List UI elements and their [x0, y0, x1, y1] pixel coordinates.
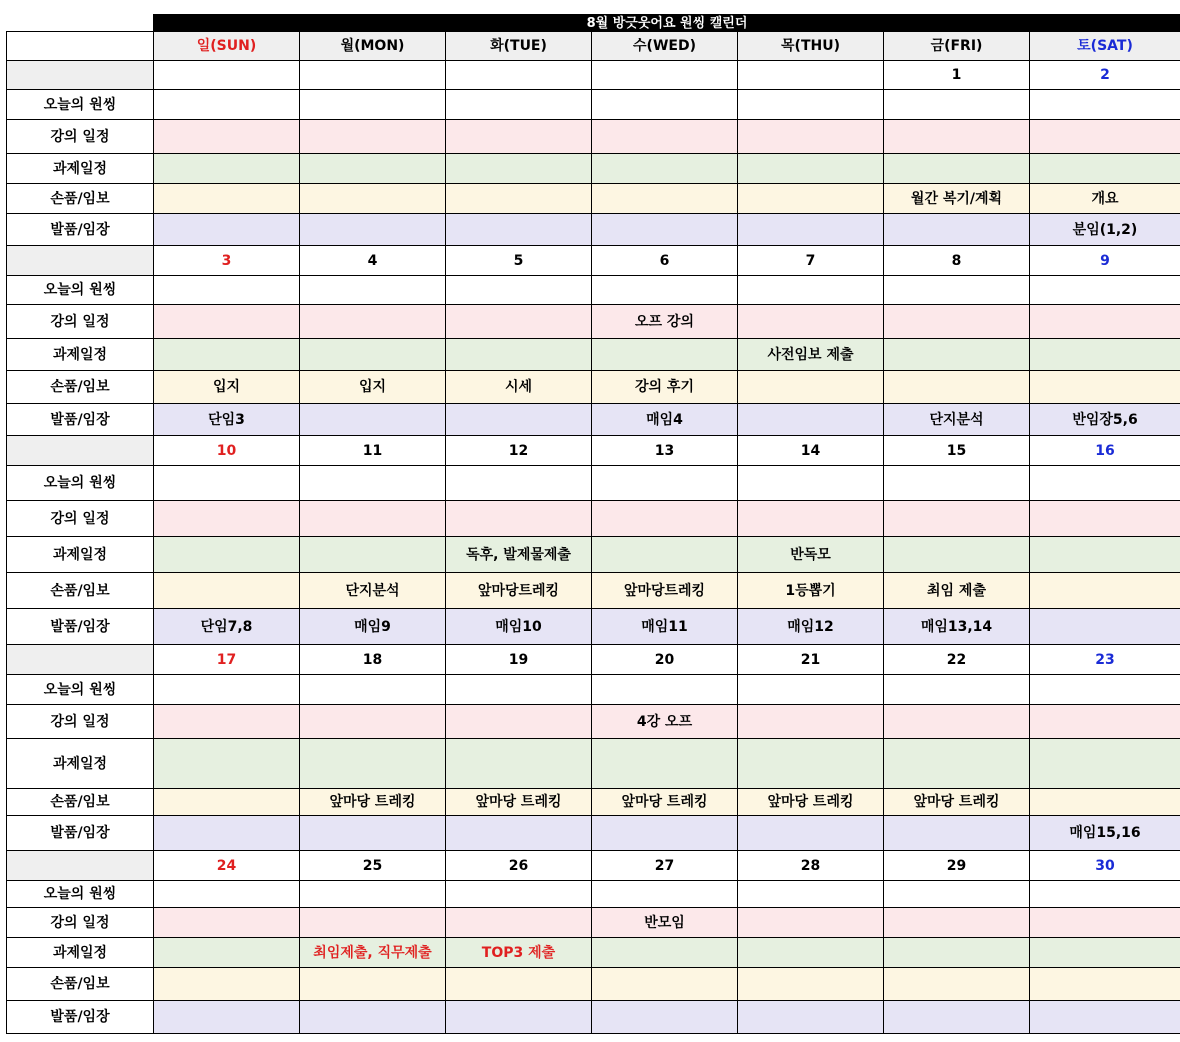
schedule-cell[interactable]: [154, 339, 300, 371]
schedule-cell[interactable]: 매임10: [446, 609, 592, 645]
schedule-cell[interactable]: [884, 739, 1030, 789]
schedule-cell[interactable]: [446, 739, 592, 789]
schedule-cell[interactable]: [1030, 501, 1180, 537]
schedule-cell[interactable]: [738, 705, 884, 739]
schedule-cell[interactable]: [154, 466, 300, 501]
schedule-cell[interactable]: 매임13,14: [884, 609, 1030, 645]
weekday-header: 금(FRI): [884, 32, 1030, 61]
schedule-cell[interactable]: [884, 705, 1030, 739]
weekday-header: 월(MON): [300, 32, 446, 61]
date-cell[interactable]: 15: [884, 436, 1030, 466]
schedule-cell[interactable]: [154, 816, 300, 851]
schedule-cell[interactable]: [738, 154, 884, 184]
row-label: 손품/임보: [7, 184, 154, 214]
schedule-cell[interactable]: 반독모: [738, 537, 884, 573]
schedule-cell[interactable]: [884, 466, 1030, 501]
category-row: [7, 90, 1180, 120]
schedule-cell[interactable]: [300, 908, 446, 938]
schedule-cell[interactable]: [884, 214, 1030, 246]
schedule-cell[interactable]: [738, 214, 884, 246]
category-row: [7, 675, 1180, 705]
schedule-cell[interactable]: [1030, 881, 1180, 908]
schedule-cell[interactable]: [154, 214, 300, 246]
date-cell[interactable]: 23: [1030, 645, 1180, 675]
schedule-cell[interactable]: [300, 675, 446, 705]
calendar-title: 8월 방긋웃어요 원씽 캘린더: [154, 15, 1180, 32]
schedule-cell[interactable]: 최임제출, 직무제출: [300, 938, 446, 968]
row-label: 발품/임장: [7, 816, 154, 851]
schedule-cell[interactable]: [592, 739, 738, 789]
schedule-cell[interactable]: [884, 881, 1030, 908]
weekday-header: 화(TUE): [446, 32, 592, 61]
schedule-cell[interactable]: [154, 938, 300, 968]
schedule-cell[interactable]: [446, 675, 592, 705]
schedule-cell[interactable]: [592, 184, 738, 214]
schedule-cell[interactable]: [154, 881, 300, 908]
row-label: 오늘의 원씽: [7, 675, 154, 705]
schedule-cell[interactable]: [1030, 120, 1180, 154]
category-row: [7, 938, 1180, 968]
schedule-cell[interactable]: [300, 276, 446, 305]
row-label: 과제일정: [7, 739, 154, 789]
schedule-cell[interactable]: [738, 816, 884, 851]
schedule-cell[interactable]: [1030, 938, 1180, 968]
schedule-cell[interactable]: 앞마당 트레킹: [884, 789, 1030, 816]
schedule-cell[interactable]: [1030, 466, 1180, 501]
date-cell[interactable]: 6: [592, 246, 738, 276]
schedule-cell[interactable]: [738, 120, 884, 154]
week-date-row: [7, 246, 1180, 276]
schedule-cell[interactable]: [300, 705, 446, 739]
schedule-cell[interactable]: [446, 120, 592, 154]
date-cell[interactable]: 2: [1030, 61, 1180, 90]
weekday-header-row: [7, 32, 1180, 61]
row-label: 오늘의 원씽: [7, 276, 154, 305]
row-label: 과제일정: [7, 938, 154, 968]
header-corner: [7, 32, 154, 61]
category-row: [7, 609, 1180, 645]
title-spacer: [7, 15, 154, 32]
schedule-cell[interactable]: [154, 537, 300, 573]
schedule-cell[interactable]: 4강 오프: [592, 705, 738, 739]
row-label: 강의 일정: [7, 305, 154, 339]
schedule-cell[interactable]: [738, 466, 884, 501]
schedule-cell[interactable]: [1030, 739, 1180, 789]
date-cell[interactable]: 10: [154, 436, 300, 466]
week-date-row: [7, 645, 1180, 675]
schedule-cell[interactable]: [884, 968, 1030, 1001]
schedule-cell[interactable]: 앞마당 트레킹: [300, 789, 446, 816]
schedule-cell[interactable]: [738, 501, 884, 537]
schedule-cell[interactable]: 매임9: [300, 609, 446, 645]
schedule-cell[interactable]: 오프 강의: [592, 305, 738, 339]
category-row: [7, 573, 1180, 609]
schedule-cell[interactable]: [884, 816, 1030, 851]
date-cell[interactable]: 25: [300, 851, 446, 881]
schedule-cell[interactable]: [300, 184, 446, 214]
schedule-cell[interactable]: [884, 339, 1030, 371]
schedule-cell[interactable]: [154, 276, 300, 305]
date-cell[interactable]: [154, 61, 300, 90]
schedule-cell[interactable]: 단임3: [154, 404, 300, 436]
row-label: 발품/임장: [7, 1001, 154, 1034]
schedule-cell[interactable]: [884, 938, 1030, 968]
schedule-cell[interactable]: [154, 573, 300, 609]
schedule-cell[interactable]: [300, 816, 446, 851]
date-cell[interactable]: 5: [446, 246, 592, 276]
row-label: 발품/임장: [7, 404, 154, 436]
date-cell[interactable]: 29: [884, 851, 1030, 881]
schedule-cell[interactable]: [1030, 968, 1180, 1001]
schedule-cell[interactable]: 앞마당트레킹: [592, 573, 738, 609]
schedule-cell[interactable]: [884, 537, 1030, 573]
schedule-cell[interactable]: [1030, 675, 1180, 705]
date-cell[interactable]: 19: [446, 645, 592, 675]
schedule-cell[interactable]: [592, 501, 738, 537]
schedule-cell[interactable]: 반모임: [592, 908, 738, 938]
date-cell[interactable]: [300, 61, 446, 90]
week-date-row: [7, 436, 1180, 466]
schedule-cell[interactable]: [154, 739, 300, 789]
schedule-cell[interactable]: 반임장5,6: [1030, 404, 1180, 436]
schedule-cell[interactable]: [1030, 371, 1180, 404]
schedule-cell[interactable]: [300, 501, 446, 537]
week-date-row: [7, 851, 1180, 881]
schedule-cell[interactable]: [884, 1001, 1030, 1034]
schedule-cell[interactable]: [446, 339, 592, 371]
schedule-cell[interactable]: [738, 305, 884, 339]
schedule-cell[interactable]: 분임(1,2): [1030, 214, 1180, 246]
date-cell[interactable]: [738, 61, 884, 90]
schedule-cell[interactable]: [300, 739, 446, 789]
date-row-label: [7, 246, 154, 276]
schedule-cell[interactable]: 사전임보 제출: [738, 339, 884, 371]
row-label: 손품/임보: [7, 371, 154, 404]
schedule-cell[interactable]: [1030, 537, 1180, 573]
category-row: [7, 305, 1180, 339]
schedule-cell[interactable]: 최임 제출: [884, 573, 1030, 609]
weekday-header: 수(WED): [592, 32, 738, 61]
row-label: 오늘의 원씽: [7, 881, 154, 908]
schedule-cell[interactable]: [446, 705, 592, 739]
date-row-label: [7, 61, 154, 90]
row-label: 과제일정: [7, 154, 154, 184]
schedule-cell[interactable]: 매임4: [592, 404, 738, 436]
category-row: [7, 371, 1180, 404]
schedule-cell[interactable]: [1030, 908, 1180, 938]
schedule-cell[interactable]: [300, 339, 446, 371]
schedule-cell[interactable]: 월간 복기/계획: [884, 184, 1030, 214]
date-cell[interactable]: 24: [154, 851, 300, 881]
schedule-cell[interactable]: [300, 968, 446, 1001]
schedule-cell[interactable]: [592, 276, 738, 305]
schedule-cell[interactable]: [154, 1001, 300, 1034]
date-cell[interactable]: 22: [884, 645, 1030, 675]
schedule-cell[interactable]: 매임11: [592, 609, 738, 645]
row-label: 오늘의 원씽: [7, 90, 154, 120]
schedule-cell[interactable]: [884, 120, 1030, 154]
row-label: 손품/임보: [7, 968, 154, 1001]
schedule-cell[interactable]: [592, 816, 738, 851]
schedule-cell[interactable]: [884, 371, 1030, 404]
date-cell[interactable]: 26: [446, 851, 592, 881]
category-row: [7, 789, 1180, 816]
schedule-cell[interactable]: [446, 214, 592, 246]
category-row: [7, 537, 1180, 573]
row-label: 강의 일정: [7, 501, 154, 537]
row-label: 오늘의 원씽: [7, 466, 154, 501]
date-cell[interactable]: 21: [738, 645, 884, 675]
date-cell[interactable]: 20: [592, 645, 738, 675]
date-cell[interactable]: 17: [154, 645, 300, 675]
schedule-cell[interactable]: [738, 404, 884, 436]
schedule-cell[interactable]: [300, 404, 446, 436]
schedule-cell[interactable]: [446, 968, 592, 1001]
row-label: 강의 일정: [7, 908, 154, 938]
schedule-cell[interactable]: 앞마당트레킹: [446, 573, 592, 609]
schedule-cell[interactable]: 단지분석: [884, 404, 1030, 436]
schedule-cell[interactable]: [592, 90, 738, 120]
category-row: [7, 908, 1180, 938]
category-row: [7, 214, 1180, 246]
schedule-cell[interactable]: [300, 120, 446, 154]
schedule-cell[interactable]: [446, 816, 592, 851]
schedule-cell[interactable]: [446, 501, 592, 537]
schedule-cell[interactable]: 입지: [154, 371, 300, 404]
schedule-cell[interactable]: [154, 90, 300, 120]
schedule-cell[interactable]: [884, 154, 1030, 184]
row-label: 강의 일정: [7, 705, 154, 739]
schedule-cell[interactable]: [1030, 305, 1180, 339]
schedule-cell[interactable]: 개요: [1030, 184, 1180, 214]
calendar-table: [6, 14, 1180, 1034]
schedule-cell[interactable]: [1030, 789, 1180, 816]
schedule-cell[interactable]: [446, 466, 592, 501]
schedule-cell[interactable]: [154, 908, 300, 938]
schedule-cell[interactable]: [446, 881, 592, 908]
schedule-cell[interactable]: [154, 789, 300, 816]
category-row: [7, 501, 1180, 537]
schedule-cell[interactable]: [300, 881, 446, 908]
category-row: [7, 739, 1180, 789]
schedule-cell[interactable]: [592, 154, 738, 184]
schedule-cell[interactable]: [884, 908, 1030, 938]
schedule-cell[interactable]: [300, 154, 446, 184]
date-cell[interactable]: 12: [446, 436, 592, 466]
date-cell[interactable]: [446, 61, 592, 90]
schedule-cell[interactable]: [592, 675, 738, 705]
schedule-cell[interactable]: [738, 276, 884, 305]
date-cell[interactable]: 7: [738, 246, 884, 276]
schedule-cell[interactable]: [1030, 573, 1180, 609]
schedule-cell[interactable]: [1030, 1001, 1180, 1034]
schedule-cell[interactable]: [592, 881, 738, 908]
date-cell[interactable]: 9: [1030, 246, 1180, 276]
schedule-cell[interactable]: [154, 305, 300, 339]
schedule-cell[interactable]: [300, 1001, 446, 1034]
schedule-cell[interactable]: [446, 90, 592, 120]
schedule-cell[interactable]: [1030, 276, 1180, 305]
category-row: [7, 154, 1180, 184]
category-row: [7, 276, 1180, 305]
schedule-cell[interactable]: 시세: [446, 371, 592, 404]
schedule-cell[interactable]: [738, 739, 884, 789]
schedule-cell[interactable]: [592, 120, 738, 154]
schedule-cell[interactable]: [738, 184, 884, 214]
schedule-cell[interactable]: 앞마당 트레킹: [592, 789, 738, 816]
schedule-cell[interactable]: [592, 1001, 738, 1034]
schedule-cell[interactable]: [446, 184, 592, 214]
week-date-row: [7, 61, 1180, 90]
weekday-header: 토(SAT): [1030, 32, 1180, 61]
schedule-cell[interactable]: [738, 675, 884, 705]
schedule-cell[interactable]: [738, 908, 884, 938]
schedule-cell[interactable]: [300, 305, 446, 339]
row-label: 강의 일정: [7, 120, 154, 154]
schedule-cell[interactable]: [738, 938, 884, 968]
row-label: 과제일정: [7, 339, 154, 371]
category-row: [7, 881, 1180, 908]
date-cell[interactable]: 27: [592, 851, 738, 881]
date-row-label: [7, 645, 154, 675]
schedule-cell[interactable]: [154, 120, 300, 154]
schedule-cell[interactable]: [738, 1001, 884, 1034]
schedule-cell[interactable]: [300, 90, 446, 120]
category-row: [7, 816, 1180, 851]
schedule-cell[interactable]: [446, 276, 592, 305]
schedule-cell[interactable]: [592, 968, 738, 1001]
date-cell[interactable]: 28: [738, 851, 884, 881]
schedule-cell[interactable]: 단임7,8: [154, 609, 300, 645]
schedule-cell[interactable]: 앞마당 트레킹: [738, 789, 884, 816]
schedule-cell[interactable]: [446, 1001, 592, 1034]
schedule-cell[interactable]: 독후, 발제물제출: [446, 537, 592, 573]
schedule-cell[interactable]: [592, 537, 738, 573]
schedule-cell[interactable]: [154, 184, 300, 214]
schedule-cell[interactable]: [154, 968, 300, 1001]
category-row: [7, 968, 1180, 1001]
schedule-cell[interactable]: 매임12: [738, 609, 884, 645]
schedule-cell[interactable]: [446, 305, 592, 339]
schedule-cell[interactable]: 단지분석: [300, 573, 446, 609]
date-cell[interactable]: 4: [300, 246, 446, 276]
date-cell[interactable]: 14: [738, 436, 884, 466]
schedule-cell[interactable]: 입지: [300, 371, 446, 404]
schedule-cell[interactable]: [884, 305, 1030, 339]
category-row: [7, 404, 1180, 436]
schedule-cell[interactable]: [884, 276, 1030, 305]
schedule-cell[interactable]: [738, 881, 884, 908]
schedule-cell[interactable]: 매임15,16: [1030, 816, 1180, 851]
row-label: 손품/임보: [7, 789, 154, 816]
date-cell[interactable]: 16: [1030, 436, 1180, 466]
schedule-cell[interactable]: TOP3 제출: [446, 938, 592, 968]
date-cell[interactable]: 30: [1030, 851, 1180, 881]
category-row: [7, 705, 1180, 739]
schedule-cell[interactable]: 강의 후기: [592, 371, 738, 404]
schedule-cell[interactable]: [592, 938, 738, 968]
weekday-header: 일(SUN): [154, 32, 300, 61]
schedule-cell[interactable]: [592, 339, 738, 371]
schedule-cell[interactable]: [300, 466, 446, 501]
category-row: [7, 466, 1180, 501]
category-row: [7, 339, 1180, 371]
schedule-cell[interactable]: [446, 404, 592, 436]
date-row-label: [7, 851, 154, 881]
date-cell[interactable]: [592, 61, 738, 90]
date-cell[interactable]: 13: [592, 436, 738, 466]
row-label: 발품/임장: [7, 609, 154, 645]
category-row: [7, 120, 1180, 154]
schedule-cell[interactable]: [738, 90, 884, 120]
schedule-cell[interactable]: [738, 371, 884, 404]
schedule-cell[interactable]: [1030, 705, 1180, 739]
schedule-cell[interactable]: [592, 214, 738, 246]
date-cell[interactable]: 8: [884, 246, 1030, 276]
schedule-cell[interactable]: [592, 466, 738, 501]
schedule-cell[interactable]: [446, 154, 592, 184]
schedule-cell[interactable]: [1030, 90, 1180, 120]
schedule-cell[interactable]: [154, 705, 300, 739]
date-cell[interactable]: 3: [154, 246, 300, 276]
row-label: 발품/임장: [7, 214, 154, 246]
schedule-cell[interactable]: [1030, 339, 1180, 371]
schedule-cell[interactable]: 1등뽑기: [738, 573, 884, 609]
schedule-cell[interactable]: [884, 501, 1030, 537]
row-label: 과제일정: [7, 537, 154, 573]
row-label: 손품/임보: [7, 573, 154, 609]
schedule-cell[interactable]: [884, 90, 1030, 120]
date-cell[interactable]: 1: [884, 61, 1030, 90]
schedule-cell[interactable]: [154, 501, 300, 537]
schedule-cell[interactable]: [446, 908, 592, 938]
schedule-cell[interactable]: [154, 675, 300, 705]
schedule-cell[interactable]: [300, 214, 446, 246]
schedule-cell[interactable]: [1030, 154, 1180, 184]
category-row: [7, 184, 1180, 214]
schedule-cell[interactable]: [1030, 609, 1180, 645]
weekday-header: 목(THU): [738, 32, 884, 61]
date-cell[interactable]: 18: [300, 645, 446, 675]
schedule-cell[interactable]: [738, 968, 884, 1001]
date-row-label: [7, 436, 154, 466]
schedule-cell[interactable]: [884, 675, 1030, 705]
schedule-cell[interactable]: [154, 154, 300, 184]
schedule-cell[interactable]: [300, 537, 446, 573]
schedule-cell[interactable]: 앞마당 트레킹: [446, 789, 592, 816]
date-cell[interactable]: 11: [300, 436, 446, 466]
category-row: [7, 1001, 1180, 1034]
